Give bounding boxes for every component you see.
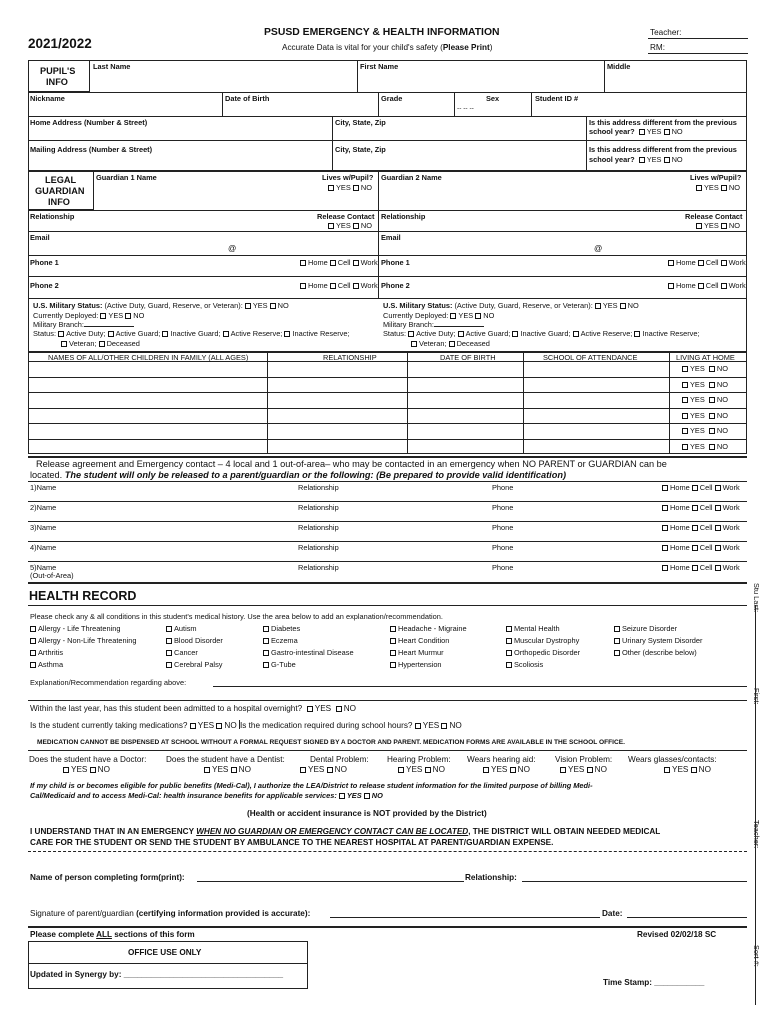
mail-addr-diff-label: Is this address different from the previous [589,145,737,154]
condition-checkbox[interactable] [263,650,269,656]
meds-no-checkbox[interactable] [216,723,222,729]
mailing-address-label: Mailing Address (Number & Street) [30,145,153,154]
contact-phone-type: Home Cell Work [662,483,740,492]
child-living-no-checkbox[interactable] [709,366,715,372]
meds-school-yes-checkbox[interactable] [415,723,421,729]
condition-item[interactable]: Diabetes [263,624,300,633]
g2-phone1-label: Phone 1 [381,258,410,267]
pupil-info-section [28,60,90,92]
condition-item[interactable]: Orthopedic Disorder [506,648,580,657]
contact-name-label: 5)Name [30,563,57,572]
g2-branch: Military Branch: [383,320,484,329]
g1-lives-label: Lives w/Pupil? [322,173,374,182]
col-dob: DATE OF BIRTH [440,353,496,362]
g2-phone2-type: Home Cell Work [668,281,746,290]
condition-item[interactable]: Cancer [166,648,198,657]
revision-label: Revised 02/02/18 SC [637,930,717,939]
aid-yes-checkbox[interactable] [483,767,489,773]
teacher-line[interactable] [648,38,748,39]
child-1-living-options: YES NO [682,364,728,373]
contact-relationship-label: Relationship [298,483,339,492]
contact-relationship-label: Relationship [298,523,339,532]
q-glasses: Wears glasses/contacts: [628,755,717,764]
child-living-yes-checkbox[interactable] [682,397,688,403]
q-vision: Vision Problem: [555,755,613,764]
g2-release-no-checkbox[interactable] [721,223,727,229]
mail-addr-diff-q: school year? YES NO [589,155,683,164]
doctor-no-checkbox[interactable] [90,767,96,773]
home-diff-no-checkbox[interactable] [664,129,670,135]
child-2-living-options: YES NO [682,380,728,389]
g1-phone1-label: Phone 1 [30,258,59,267]
col-school: SCHOOL OF ATTENDANCE [543,353,638,362]
q-doctor: Does the student have a Doctor: [29,755,147,764]
child-4-living-options: YES NO [682,411,728,420]
date-label: Date: [602,909,623,918]
signature-line[interactable] [330,917,600,918]
home-address-label: Home Address (Number & Street) [30,118,148,127]
rm-label: RM: [650,43,666,52]
q-hearing: Hearing Problem: [387,755,451,764]
q-dental: Dental Problem: [310,755,369,764]
relationship-label: Relationship: [465,873,517,882]
home-diff-yes-checkbox[interactable] [639,129,645,135]
g1-email-at: @ [228,244,237,253]
child-living-yes-checkbox[interactable] [682,413,688,419]
g1-military-status: U.S. Military Status: (Active Duty, Guard, Reserve, or Veteran): YES NO [33,301,289,310]
grade-label: Grade [381,94,403,103]
g1-email-label: Email [30,233,50,242]
g2-release-label: Release Contact [685,212,743,221]
condition-checkbox[interactable] [166,638,172,644]
child-3-living-options: YES NO [682,395,728,404]
condition-checkbox[interactable] [263,662,269,668]
out-of-area-label: (Out-of-Area) [30,571,74,580]
aid-no-checkbox[interactable] [510,767,516,773]
teacher-label: Teacher: [650,28,682,37]
meds-yes-checkbox[interactable] [190,723,196,729]
g1-branch: Military Branch: [33,320,134,329]
dental-yes-checkbox[interactable] [300,767,306,773]
middle-name-label: Middle [607,62,631,71]
hearing-yes-checkbox[interactable] [398,767,404,773]
condition-checkbox[interactable] [506,662,512,668]
nickname-label: Nickname [30,94,65,103]
guardian2-name-label: Guardian 2 Name [381,173,442,182]
g2-status: Status: Active Duty; Active Guard; Inactive Guard; Active Reserve; Inactive Reserve; [383,329,700,338]
person-name-label: Name of person completing form(print): [30,873,185,882]
col-relationship: RELATIONSHIP [323,353,377,362]
child-living-no-checkbox[interactable] [709,428,715,434]
medications-question: Is the student currently taking medications? YES NO Is the medication required during school hours? YES NO [30,721,462,730]
g1-release-no-checkbox[interactable] [353,223,359,229]
contact-phone-label: Phone [492,523,514,532]
condition-checkbox[interactable] [506,626,512,632]
understand-line-2: CARE FOR THE STUDENT OR SEND THE STUDENT BY AMBULANCE TO THE NEAREST HOSPITAL AT PARENT/GUARDIAN EXPENSE. [30,838,554,847]
condition-item[interactable]: Blood Disorder [166,636,223,645]
g2-relationship-label: Relationship [381,212,426,221]
vision-yes-checkbox[interactable] [560,767,566,773]
explanation-line[interactable] [213,686,747,687]
first-name-label: First Name [360,62,399,71]
child-5-living-options: YES NO [682,426,728,435]
contact-relationship-label: Relationship [298,543,339,552]
form-title: PSUSD EMERGENCY & HEALTH INFORMATION [264,27,500,38]
side-first: First: [752,688,761,705]
meds-school-no-checkbox[interactable] [441,723,447,729]
child-living-yes-checkbox[interactable] [682,428,688,434]
g2-release-yes-checkbox[interactable] [696,223,702,229]
g1-relationship-label: Relationship [30,212,75,221]
contact-phone-type: Home Cell Work [662,543,740,552]
col-children-names: NAMES OF ALL/OTHER CHILDREN IN FAMILY (ALL AGES) [48,353,249,362]
g2-lives-label: Lives w/Pupil? [690,173,742,182]
col-living-home: LIVING AT HOME [676,353,735,362]
contact-relationship-label: Relationship [298,563,339,572]
child-living-no-checkbox[interactable] [709,397,715,403]
condition-checkbox[interactable] [263,638,269,644]
contact-phone-label: Phone [492,503,514,512]
condition-item[interactable]: Allergy - Life Threatening [30,624,120,633]
dentist-no-checkbox[interactable] [231,767,237,773]
mailing-city-label: City, State, Zip [335,145,386,154]
child-living-yes-checkbox[interactable] [682,366,688,372]
g1-release-options: YES NO [328,221,372,230]
timestamp-label: Time Stamp: ___________ [603,978,705,987]
condition-checkbox[interactable] [390,638,396,644]
contact-phone-label: Phone [492,563,514,572]
dentist-yes-checkbox[interactable] [204,767,210,773]
condition-item[interactable]: Seizure Disorder [614,624,677,633]
condition-item[interactable]: Arthritis [30,648,63,657]
understand-line-1: I UNDERSTAND THAT IN AN EMERGENCY WHEN NO GUARDIAN OR EMERGENCY CONTACT CAN BE LOCATED, THE DISTRICT WILL OBTAIN NEEDED MEDICAL [30,827,661,836]
condition-checkbox[interactable] [263,626,269,632]
pupil-info-label-2: INFO [46,77,68,87]
mail-diff-yes-checkbox[interactable] [639,157,645,163]
person-name-line[interactable] [197,881,464,882]
rm-line[interactable] [648,53,748,54]
condition-item[interactable]: Muscular Dystrophy [506,636,579,645]
g1-release-label: Release Contact [317,212,375,221]
student-id-label: Student ID # [535,94,579,103]
q-hearing-aid: Wears hearing aid: [467,755,536,764]
contact-phone-type: Home Cell Work [662,503,740,512]
guardian-label-2: GUARDIAN [35,186,85,196]
office-use-label: OFFICE USE ONLY [128,948,202,957]
child-6-living-options: YES NO [682,442,728,451]
g1-deployed: Currently Deployed: YES NO [33,311,145,320]
contact-phone-type: Home Cell Work [662,563,740,572]
condition-item[interactable]: Hypertension [390,660,442,669]
guardian1-name-label: Guardian 1 Name [96,173,157,182]
child-living-yes-checkbox[interactable] [682,382,688,388]
condition-checkbox[interactable] [614,626,620,632]
g2-lives-yes-checkbox[interactable] [696,185,702,191]
contact-phone-label: Phone [492,483,514,492]
vision-no-checkbox[interactable] [587,767,593,773]
g2-status-2: Veteran; Deceased [411,339,490,348]
signature-label: Signature of parent/guardian (certifying information provided is accurate): [30,909,311,918]
side-stu-last: Stu Last: [752,583,761,613]
g1-release-yes-checkbox[interactable] [328,223,334,229]
condition-item[interactable]: Heart Murmur [390,648,444,657]
condition-item[interactable]: Allergy - Non-Life Threatening [30,636,136,645]
child-living-yes-checkbox[interactable] [682,444,688,450]
pupil-info-label: PUPIL'S [40,66,76,76]
side-sort: Sort #: [752,945,761,967]
home-city-label: City, State, Zip [335,118,386,127]
hospital-no-checkbox[interactable] [336,706,342,712]
g2-deployed: Currently Deployed: YES NO [383,311,495,320]
hospital-question: Within the last year, has this student been admitted to a hospital overnight? YES NO [30,704,356,713]
q-dentist: Does the student have a Dentist: [166,755,285,764]
condition-item[interactable]: Gastro-intestinal Disease [263,648,354,657]
g2-lives-no-checkbox[interactable] [721,185,727,191]
g1-lives-yes-checkbox[interactable] [328,185,334,191]
last-name-label: Last Name [93,62,131,71]
guardian-label-3: INFO [48,197,70,207]
sex-label: Sex [486,94,500,103]
contact-relationship-label: Relationship [298,503,339,512]
child-living-no-checkbox[interactable] [709,382,715,388]
g2-phone2-label: Phone 2 [381,281,410,290]
contact-name-label: 3)Name [30,523,57,532]
contact-phone-type: Home Cell Work [662,523,740,532]
explanation-label: Explanation/Recommendation regarding above: [30,678,187,687]
glasses-no-checkbox[interactable] [691,767,697,773]
medical-authorization-2: Cal/Medicaid and to access Medi-Cal: health insurance benefits for applicable services: YES NO [30,791,383,800]
dental-no-checkbox[interactable] [327,767,333,773]
condition-checkbox[interactable] [506,638,512,644]
medical-yes-checkbox[interactable] [339,793,345,799]
condition-checkbox[interactable] [30,638,36,644]
health-record-title: HEALTH RECORD [29,589,137,603]
glasses-yes-checkbox[interactable] [664,767,670,773]
condition-item[interactable]: Scoliosis [506,660,543,669]
condition-checkbox[interactable] [166,626,172,632]
condition-checkbox[interactable] [614,638,620,644]
condition-item[interactable]: Other (describe below) [614,648,697,657]
condition-checkbox[interactable] [30,650,36,656]
insurance-note: (Health or accident insurance is NOT provided by the District) [247,809,487,818]
condition-item[interactable]: Heart Condition [390,636,449,645]
condition-checkbox[interactable] [30,662,36,668]
g1-phone2-type: Home Cell Work [300,281,378,290]
g2-email-at: @ [594,244,603,253]
contact-phone-label: Phone [492,543,514,552]
condition-item[interactable]: G-Tube [263,660,296,669]
child-living-no-checkbox[interactable] [709,444,715,450]
medical-authorization-1: If my child is or becomes eligible for public benefits (Medi-Cal), I authorize the LEA/District to release student information for the limited purpose of billing Medi- [30,781,593,790]
g2-email-label: Email [381,233,401,242]
g2-phone1-type: Home Cell Work [668,258,746,267]
condition-item[interactable]: Autism [166,624,197,633]
contact-name-label: 1)Name [30,483,57,492]
guardian-label-1: LEGAL [45,175,77,185]
condition-checkbox[interactable] [390,626,396,632]
condition-checkbox[interactable] [506,650,512,656]
mail-diff-no-checkbox[interactable] [664,157,670,163]
g1-status: Status: Active Duty; Active Guard; Inactive Guard; Active Reserve; Inactive Reserve; [33,329,350,338]
contact-name-label: 4)Name [30,543,57,552]
date-line[interactable] [627,917,747,918]
home-addr-diff-q: school year? YES NO [589,127,683,136]
g1-lives-options: YES NO [328,183,372,192]
condition-item[interactable]: Urinary System Disorder [614,636,703,645]
side-teacher: Teacher: [752,820,761,849]
condition-checkbox[interactable] [30,626,36,632]
g2-lives-options: YES NO [696,183,740,192]
g1-status-2: Veteran; Deceased [61,339,140,348]
condition-checkbox[interactable] [390,662,396,668]
dob-label: Date of Birth [225,94,270,103]
emergency-intro-1: Release agreement and Emergency contact – 4 local and 1 out-of-area– who may be contacted in an emergency when NO PARENT or GUARDIAN can be [36,459,667,469]
emergency-intro-2: located. The student will only be released to a parent/guardian or the following: (Be prepared to provide valid identification) [30,470,567,480]
condition-item[interactable]: Mental Health [506,624,560,633]
g1-phone1-type: Home Cell Work [300,258,378,267]
g2-release-options: YES NO [696,221,740,230]
condition-item[interactable]: Eczema [263,636,298,645]
condition-item[interactable]: Cerebral Palsy [166,660,222,669]
school-year: 2021/2022 [28,36,92,51]
relationship-line[interactable] [522,881,747,882]
condition-checkbox[interactable] [166,662,172,668]
condition-checkbox[interactable] [166,650,172,656]
g1-phone2-label: Phone 2 [30,281,59,290]
condition-checkbox[interactable] [390,650,396,656]
condition-checkbox[interactable] [614,650,620,656]
hearing-no-checkbox[interactable] [425,767,431,773]
sex-options[interactable]: -- -- -- [457,105,474,112]
medical-no-checkbox[interactable] [364,793,370,799]
form-subtitle: Accurate Data is vital for your child's safety (Please Print) [282,43,493,52]
g2-military-status: U.S. Military Status: (Active Duty, Guard, Reserve, or Veteran): YES NO [383,301,639,310]
complete-all-note: Please complete ALL sections of this form [30,930,195,939]
home-addr-diff-label: Is this address different from the previous [589,118,737,127]
contact-name-label: 2)Name [30,503,57,512]
health-instructions: Please check any & all conditions in this student's medical history. Use the area below to add an explanation/recommendation. [30,612,443,621]
hospital-yes-checkbox[interactable] [307,706,313,712]
condition-item[interactable]: Asthma [30,660,63,669]
medication-notice: MEDICATION CANNOT BE DISPENSED AT SCHOOL WITHOUT A FORMAL REQUEST SIGNED BY A DOCTOR AND PARENT. MEDICATION FORMS ARE AVAILABLE IN THE SCHOOL OFFICE. [37,739,625,746]
doctor-yes-checkbox[interactable] [63,767,69,773]
g1-lives-no-checkbox[interactable] [353,185,359,191]
condition-item[interactable]: Headache - Migraine [390,624,467,633]
child-living-no-checkbox[interactable] [709,413,715,419]
synergy-label: Updated in Synergy by: ___________________________________ [30,970,284,979]
